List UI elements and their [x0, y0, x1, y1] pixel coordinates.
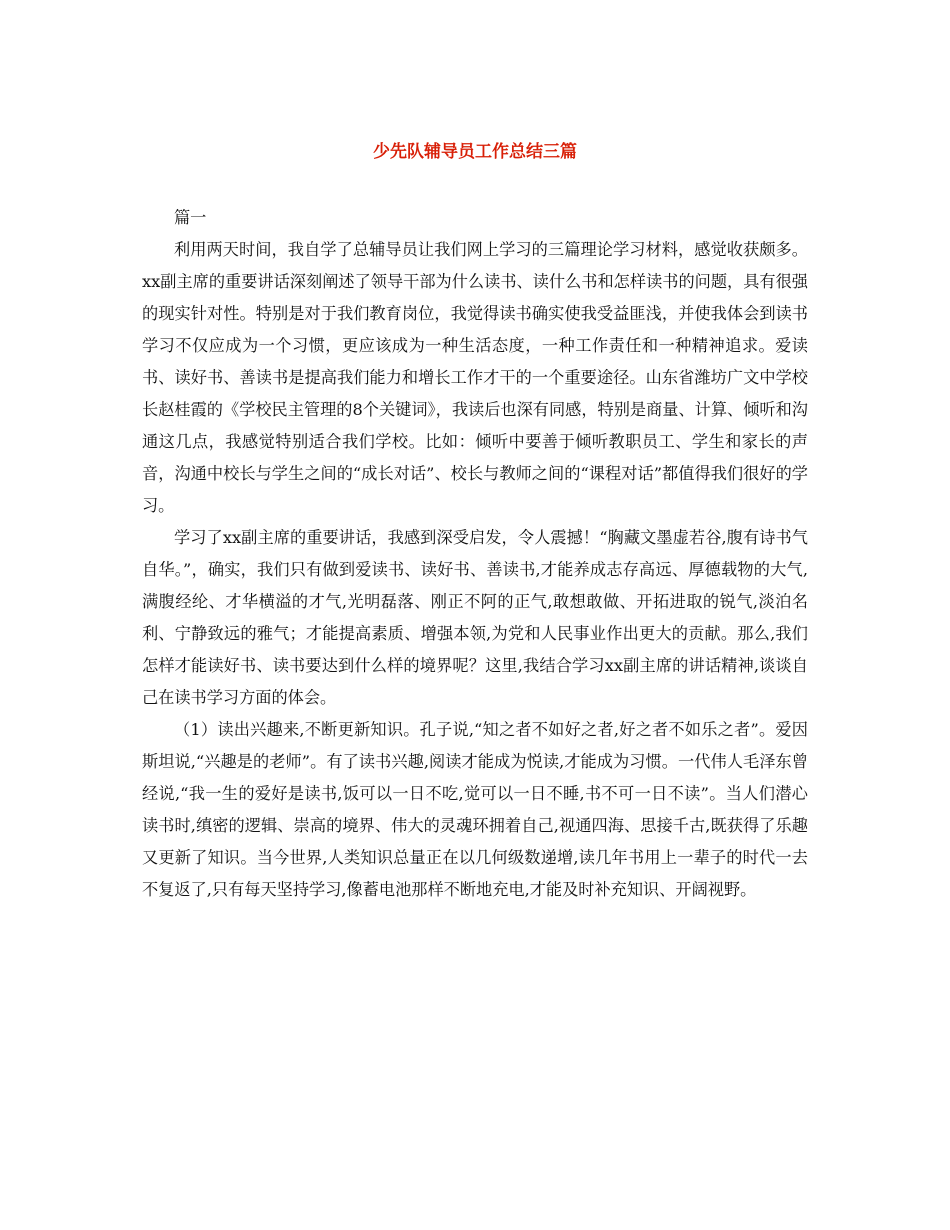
- paragraph-3: （1）读出兴趣来,不断更新知识。孔子说,“知之者不如好之者,好之者不如乐之者”。爱因斯坦说,“兴趣是的老师”。有了读书兴趣,阅读才能成为悦读,才能成为习惯。一代伟人毛泽东曾经说,“我一生的爱好是读书,饭可以一日不吃,觉可以一日不睡,书不可一日不读”。当人们潜心读书时,缜密的逻辑、崇高的境界、伟大的灵魂环拥着自己,视通四海、思接千古,既获得了乐趣又更新了知识。当今世界,人类知识总量正在以几何级数递增,读几年书用上一辈子的时代一去不复返了,只有每天坚持学习,像蓄电池那样不断地充电,才能及时补充知识、开阔视野。: [142, 720, 808, 899]
- document-title: 少先队辅导员工作总结三篇: [373, 142, 577, 162]
- section-heading: 篇一: [174, 208, 207, 227]
- document-body: [142, 202, 808, 906]
- paragraph-1: 利用两天时间，我自学了总辅导员让我们网上学习的三篇理论学习材料，感觉收获颇多。xx副主席的重要讲话深刻阐述了领导干部为什么读书、读什么书和怎样读书的问题，具有很强的现实针对性。特别是对于我们教育岗位，我觉得读书确实使我受益匪浅，并使我体会到读书学习不仅应成为一个习惯，更应该成为一种生活态度，一种工作责任和一种精神追求。爱读书、读好书、善读书是提高我们能力和增长工作才干的一个重要途径。山东省潍坊广文中学校长赵桂霞的《学校民主管理的8个关键词》，我读后也深有同感，特别是商量、计算、倾听和沟通这几点，我感觉特别适合我们学校。比如：倾听中要善于倾听教职员工、学生和家长的声音，沟通中校长与学生之间的“成长对话”、校长与教师之间的“课程对话”都值得我们很好的学习。: [142, 240, 808, 515]
- paragraph-2: 学习了xx副主席的重要讲话，我感到深受启发，令人震撼！“胸藏文墨虚若谷,腹有诗书气自华。”，确实，我们只有做到爱读书、读好书、善读书,才能养成志存高远、厚德载物的大气,满腹经纶、才华横溢的才气,光明磊落、刚正不阿的正气,敢想敢做、开拓进取的锐气,淡泊名利、宁静致远的雅气；才能提高素质、增强本领,为党和人民事业作出更大的贡献。那么,我们怎样才能读好书、读书要达到什么样的境界呢？这里,我结合学习xx副主席的讲话精神,谈谈自己在读书学习方面的体会。: [142, 528, 808, 707]
